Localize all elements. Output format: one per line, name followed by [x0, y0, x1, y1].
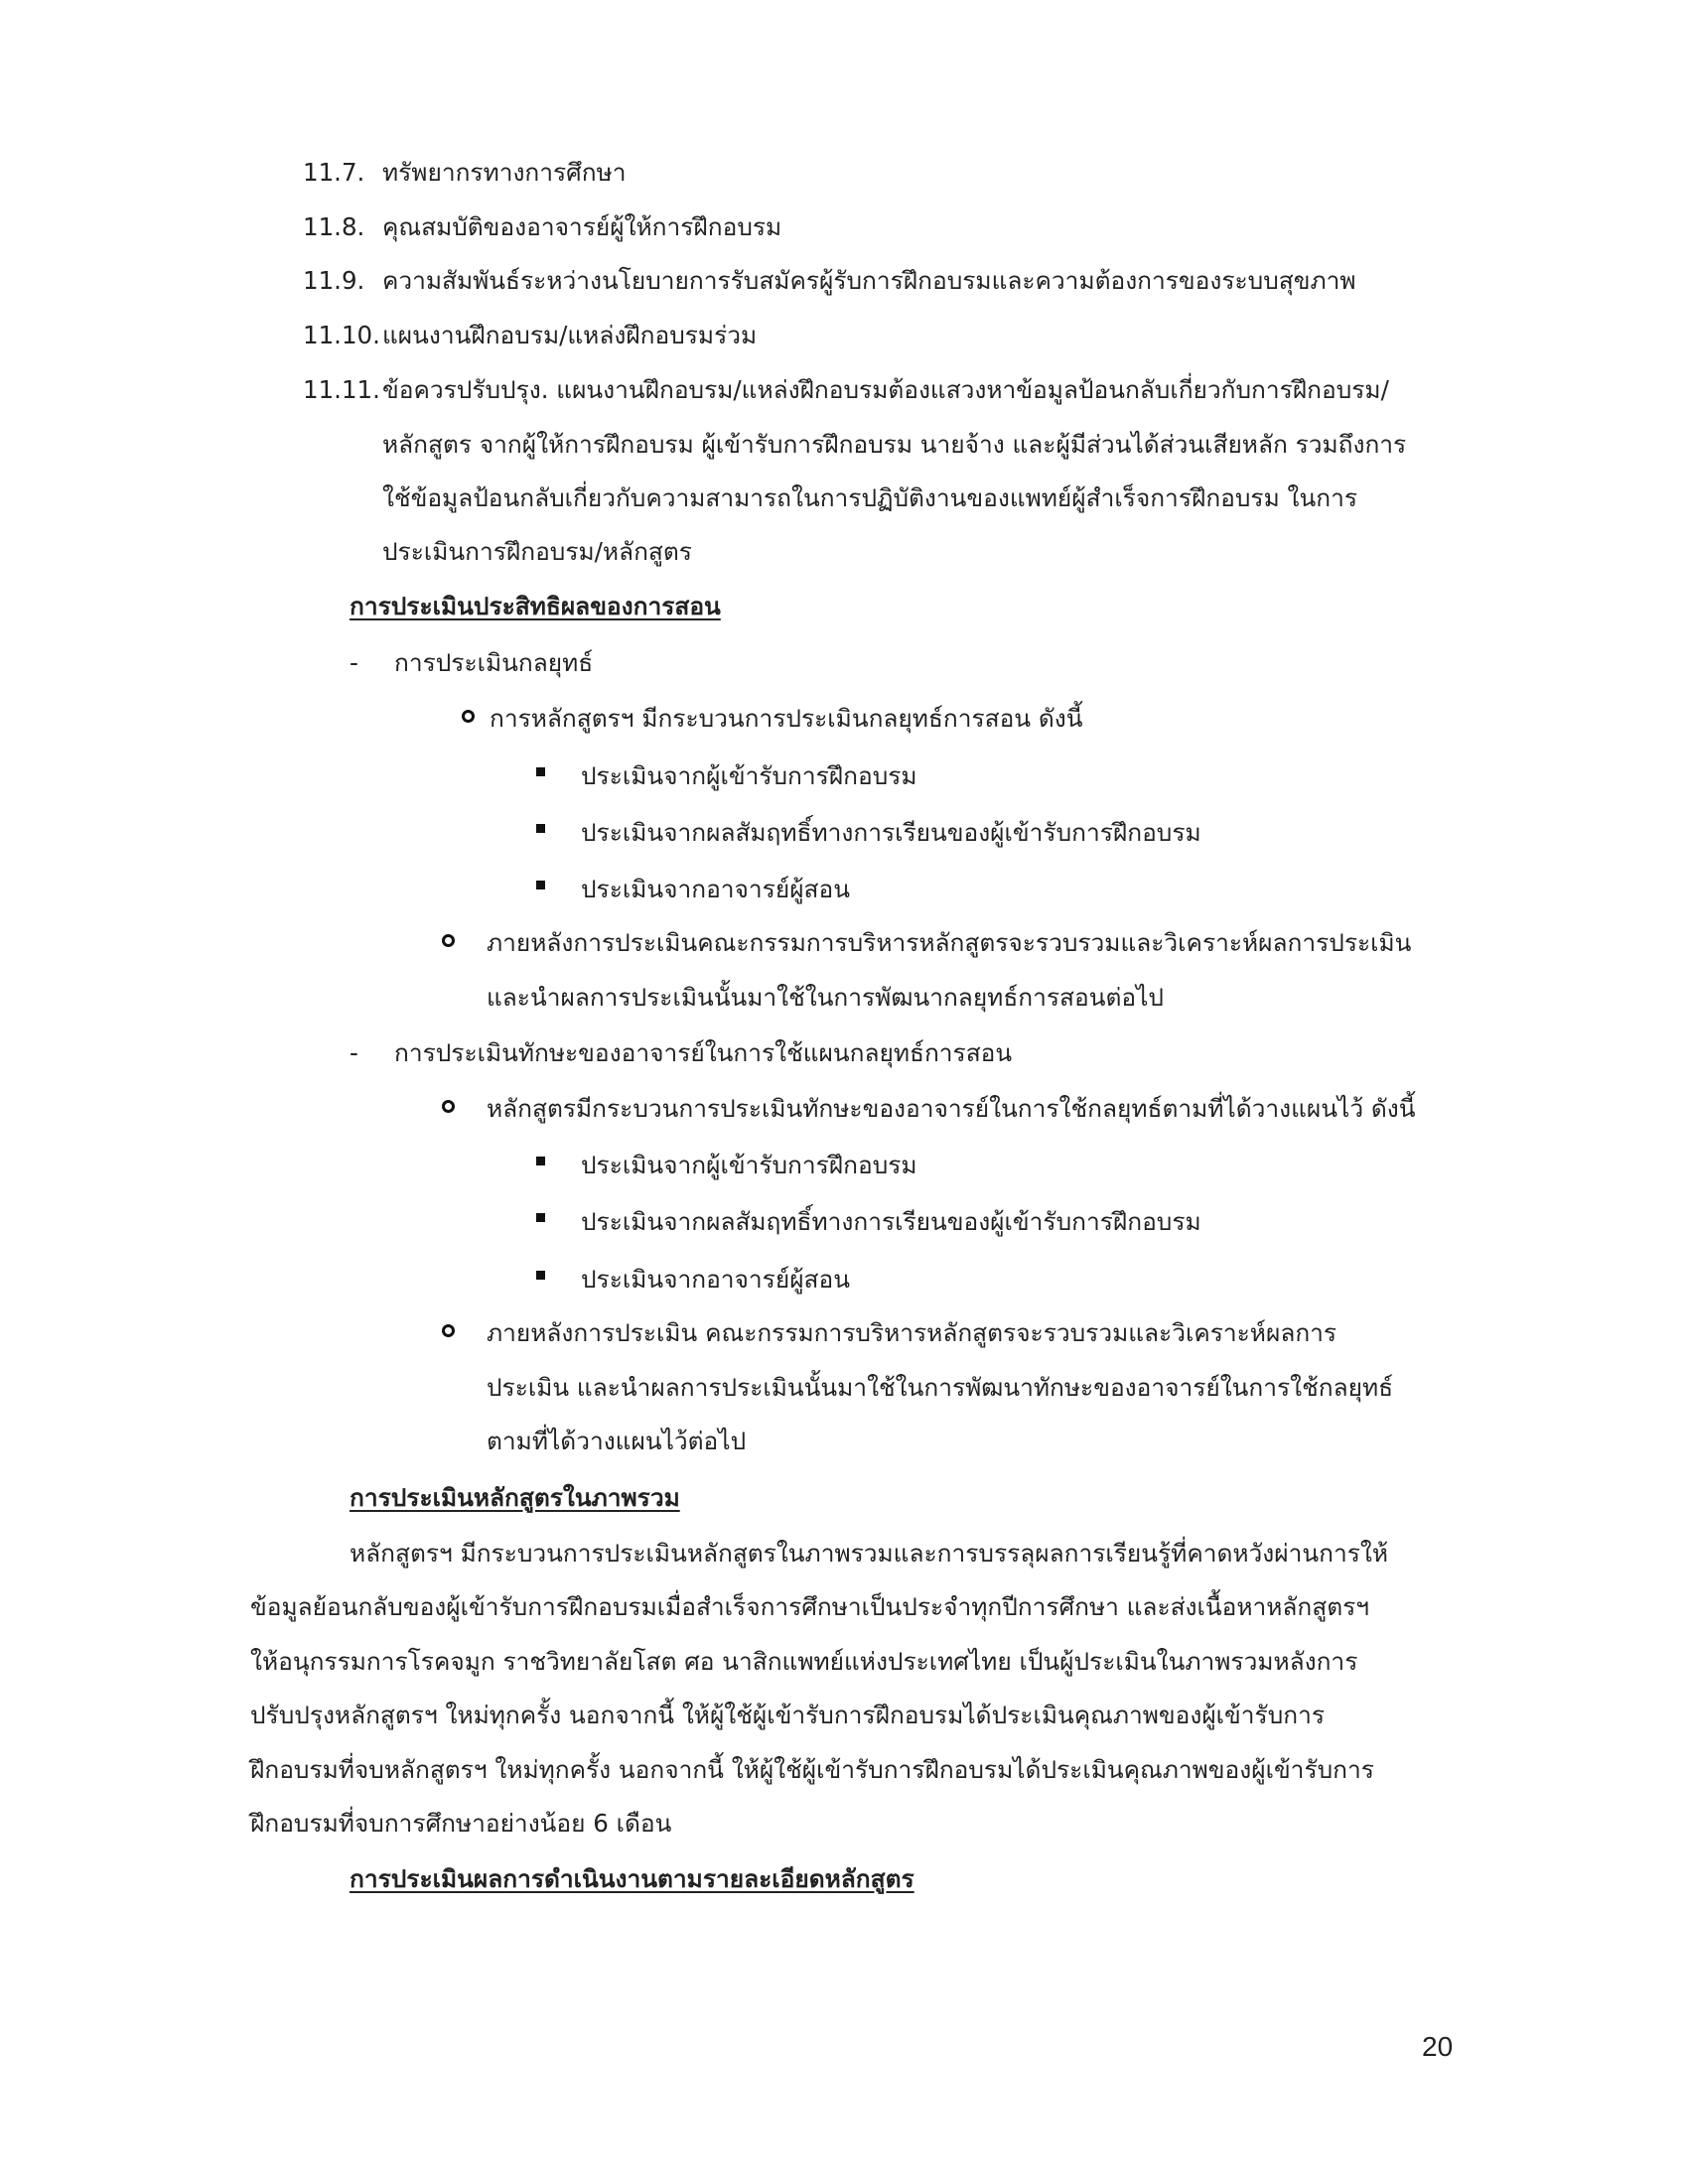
square-bullet-icon — [536, 1271, 545, 1280]
item-number: 11.11. — [303, 375, 380, 404]
list-item: การประเมินทักษะของอาจารย์ในการใช้แผนกลยุทธ์การสอน — [394, 1038, 1013, 1067]
list-item: ประเมินจากผู้เข้ารับการฝึกอบรม — [581, 761, 917, 790]
list-item: ประเมินจากอาจารย์ผู้สอน — [581, 1265, 850, 1294]
page-number: 20 — [1422, 2031, 1454, 2062]
list-item: ประเมินจากอาจารย์ผู้สอน — [581, 875, 850, 903]
list-item: การหลักสูตรฯ มีกระบวนการประเมินกลยุทธ์การสอน ดังนี้ — [490, 704, 1083, 733]
list-item: ประเมินจากผลสัมฤทธิ์ทางการเรียนของผู้เข้ารับการฝึกอบรม — [581, 818, 1201, 847]
item-text-line: ข้อควรปรับปรุง. แผนงานฝึกอบรม/แหล่งฝึกอบรมต้องแสวงหาข้อมูลป้อนกลับเกี่ยวกับการฝึกอบรม/ — [382, 375, 1389, 404]
paragraph-line: ให้อนุกรรมการโรคจมูก ราชวิทยาลัยโสต ศอ นาสิกแพทย์แห่งประเทศไทย เป็นผู้ประเมินในภาพรวมหลังการ — [250, 1647, 1358, 1676]
list-item-line: ภายหลังการประเมิน คณะกรรมการบริหารหลักสูตรจะรวบรวมและวิเคราะห์ผลการ — [487, 1318, 1337, 1347]
item-text: แผนงานฝึกอบรม/แหล่งฝึกอบรมร่วม — [382, 321, 758, 349]
item-number: 11.9. — [303, 266, 365, 295]
section-heading: การประเมินผลการดำเนินงานตามรายละเอียดหลักสูตร — [350, 1864, 914, 1893]
item-text-line: หลักสูตร จากผู้ให้การฝึกอบรม ผู้เข้ารับการฝึกอบรม นายจ้าง และผู้มีส่วนได้ส่วนเสียหลัก รวมถึงการ — [382, 430, 1407, 459]
list-item: ประเมินจากผู้เข้ารับการฝึกอบรม — [581, 1151, 917, 1179]
circle-bullet-icon — [442, 1324, 455, 1337]
item-text: คุณสมบัติของอาจารย์ผู้ให้การฝึกอบรม — [382, 212, 782, 241]
square-bullet-icon — [536, 1213, 545, 1222]
item-number: 11.10. — [303, 321, 380, 349]
square-bullet-icon — [536, 767, 545, 776]
section-heading: การประเมินหลักสูตรในภาพรวม — [350, 1483, 680, 1512]
list-item: ประเมินจากผลสัมฤทธิ์ทางการเรียนของผู้เข้ารับการฝึกอบรม — [581, 1207, 1201, 1236]
paragraph-line: หลักสูตรฯ มีกระบวนการประเมินหลักสูตรในภาพรวมและการบรรลุผลการเรียนรู้ที่คาดหวังผ่านการให้ — [350, 1539, 1388, 1568]
list-item-line: ประเมิน และนำผลการประเมินนั้นมาใช้ในการพัฒนาทักษะของอาจารย์ในการใช้กลยุทธ์ — [487, 1373, 1394, 1402]
list-item: หลักสูตรมีกระบวนการประเมินทักษะของอาจารย์ในการใช้กลยุทธ์ตามที่ได้วางแผนไว้ ดังนี้ — [487, 1094, 1416, 1123]
item-text-line: ใช้ข้อมูลป้อนกลับเกี่ยวกับความสามารถในการปฏิบัติงานของแพทย์ผู้สำเร็จการฝึกอบรม ในการ — [382, 483, 1357, 512]
dash-bullet: - — [350, 648, 358, 677]
square-bullet-icon — [536, 1157, 545, 1165]
list-item: การประเมินกลยุทธ์ — [394, 648, 594, 677]
square-bullet-icon — [536, 824, 545, 833]
item-text: ความสัมพันธ์ระหว่างนโยบายการรับสมัครผู้รับการฝึกอบรมและความต้องการของระบบสุขภาพ — [382, 266, 1356, 295]
list-item-line: ตามที่ได้วางแผนไว้ต่อไป — [487, 1427, 747, 1455]
item-text-line: ประเมินการฝึกอบรม/หลักสูตร — [382, 537, 692, 566]
paragraph-line: ข้อมูลย้อนกลับของผู้เข้ารับการฝึกอบรมเมื่อสำเร็จการศึกษาเป็นประจำทุกปีการศึกษา และส่งเนื้อหาหลักสูตรฯ — [250, 1592, 1370, 1621]
paragraph-line: ฝึกอบรมที่จบหลักสูตรฯ ใหม่ทุกครั้ง นอกจากนี้ ให้ผู้ใช้ผู้เข้ารับการฝึกอบรมได้ประเมินคุณภาพของผู้เข้ารับการ — [250, 1755, 1374, 1784]
item-number: 11.8. — [303, 212, 365, 241]
circle-bullet-icon — [442, 1100, 455, 1113]
paragraph-line: ปรับปรุงหลักสูตรฯ ใหม่ทุกครั้ง นอกจากนี้ ให้ผู้ใช้ผู้เข้ารับการฝึกอบรมได้ประเมินคุณภาพของผู้เข้ารับการ — [250, 1701, 1326, 1729]
square-bullet-icon — [536, 881, 545, 889]
item-text: ทรัพยากรทางการศึกษา — [382, 158, 627, 187]
item-number: 11.7. — [303, 158, 365, 187]
section-heading: การประเมินประสิทธิผลของการสอน — [350, 592, 721, 620]
list-item-line: และนำผลการประเมินนั้นมาใช้ในการพัฒนากลยุทธ์การสอนต่อไป — [487, 983, 1164, 1012]
paragraph-line: ฝึกอบรมที่จบการศึกษาอย่างน้อย 6 เดือน — [250, 1809, 672, 1838]
circle-bullet-icon — [442, 934, 455, 947]
circle-bullet-icon — [462, 710, 475, 723]
list-item-line: ภายหลังการประเมินคณะกรรมการบริหารหลักสูตรจะรวบรวมและวิเคราะห์ผลการประเมิน — [487, 928, 1412, 957]
dash-bullet: - — [350, 1038, 358, 1067]
